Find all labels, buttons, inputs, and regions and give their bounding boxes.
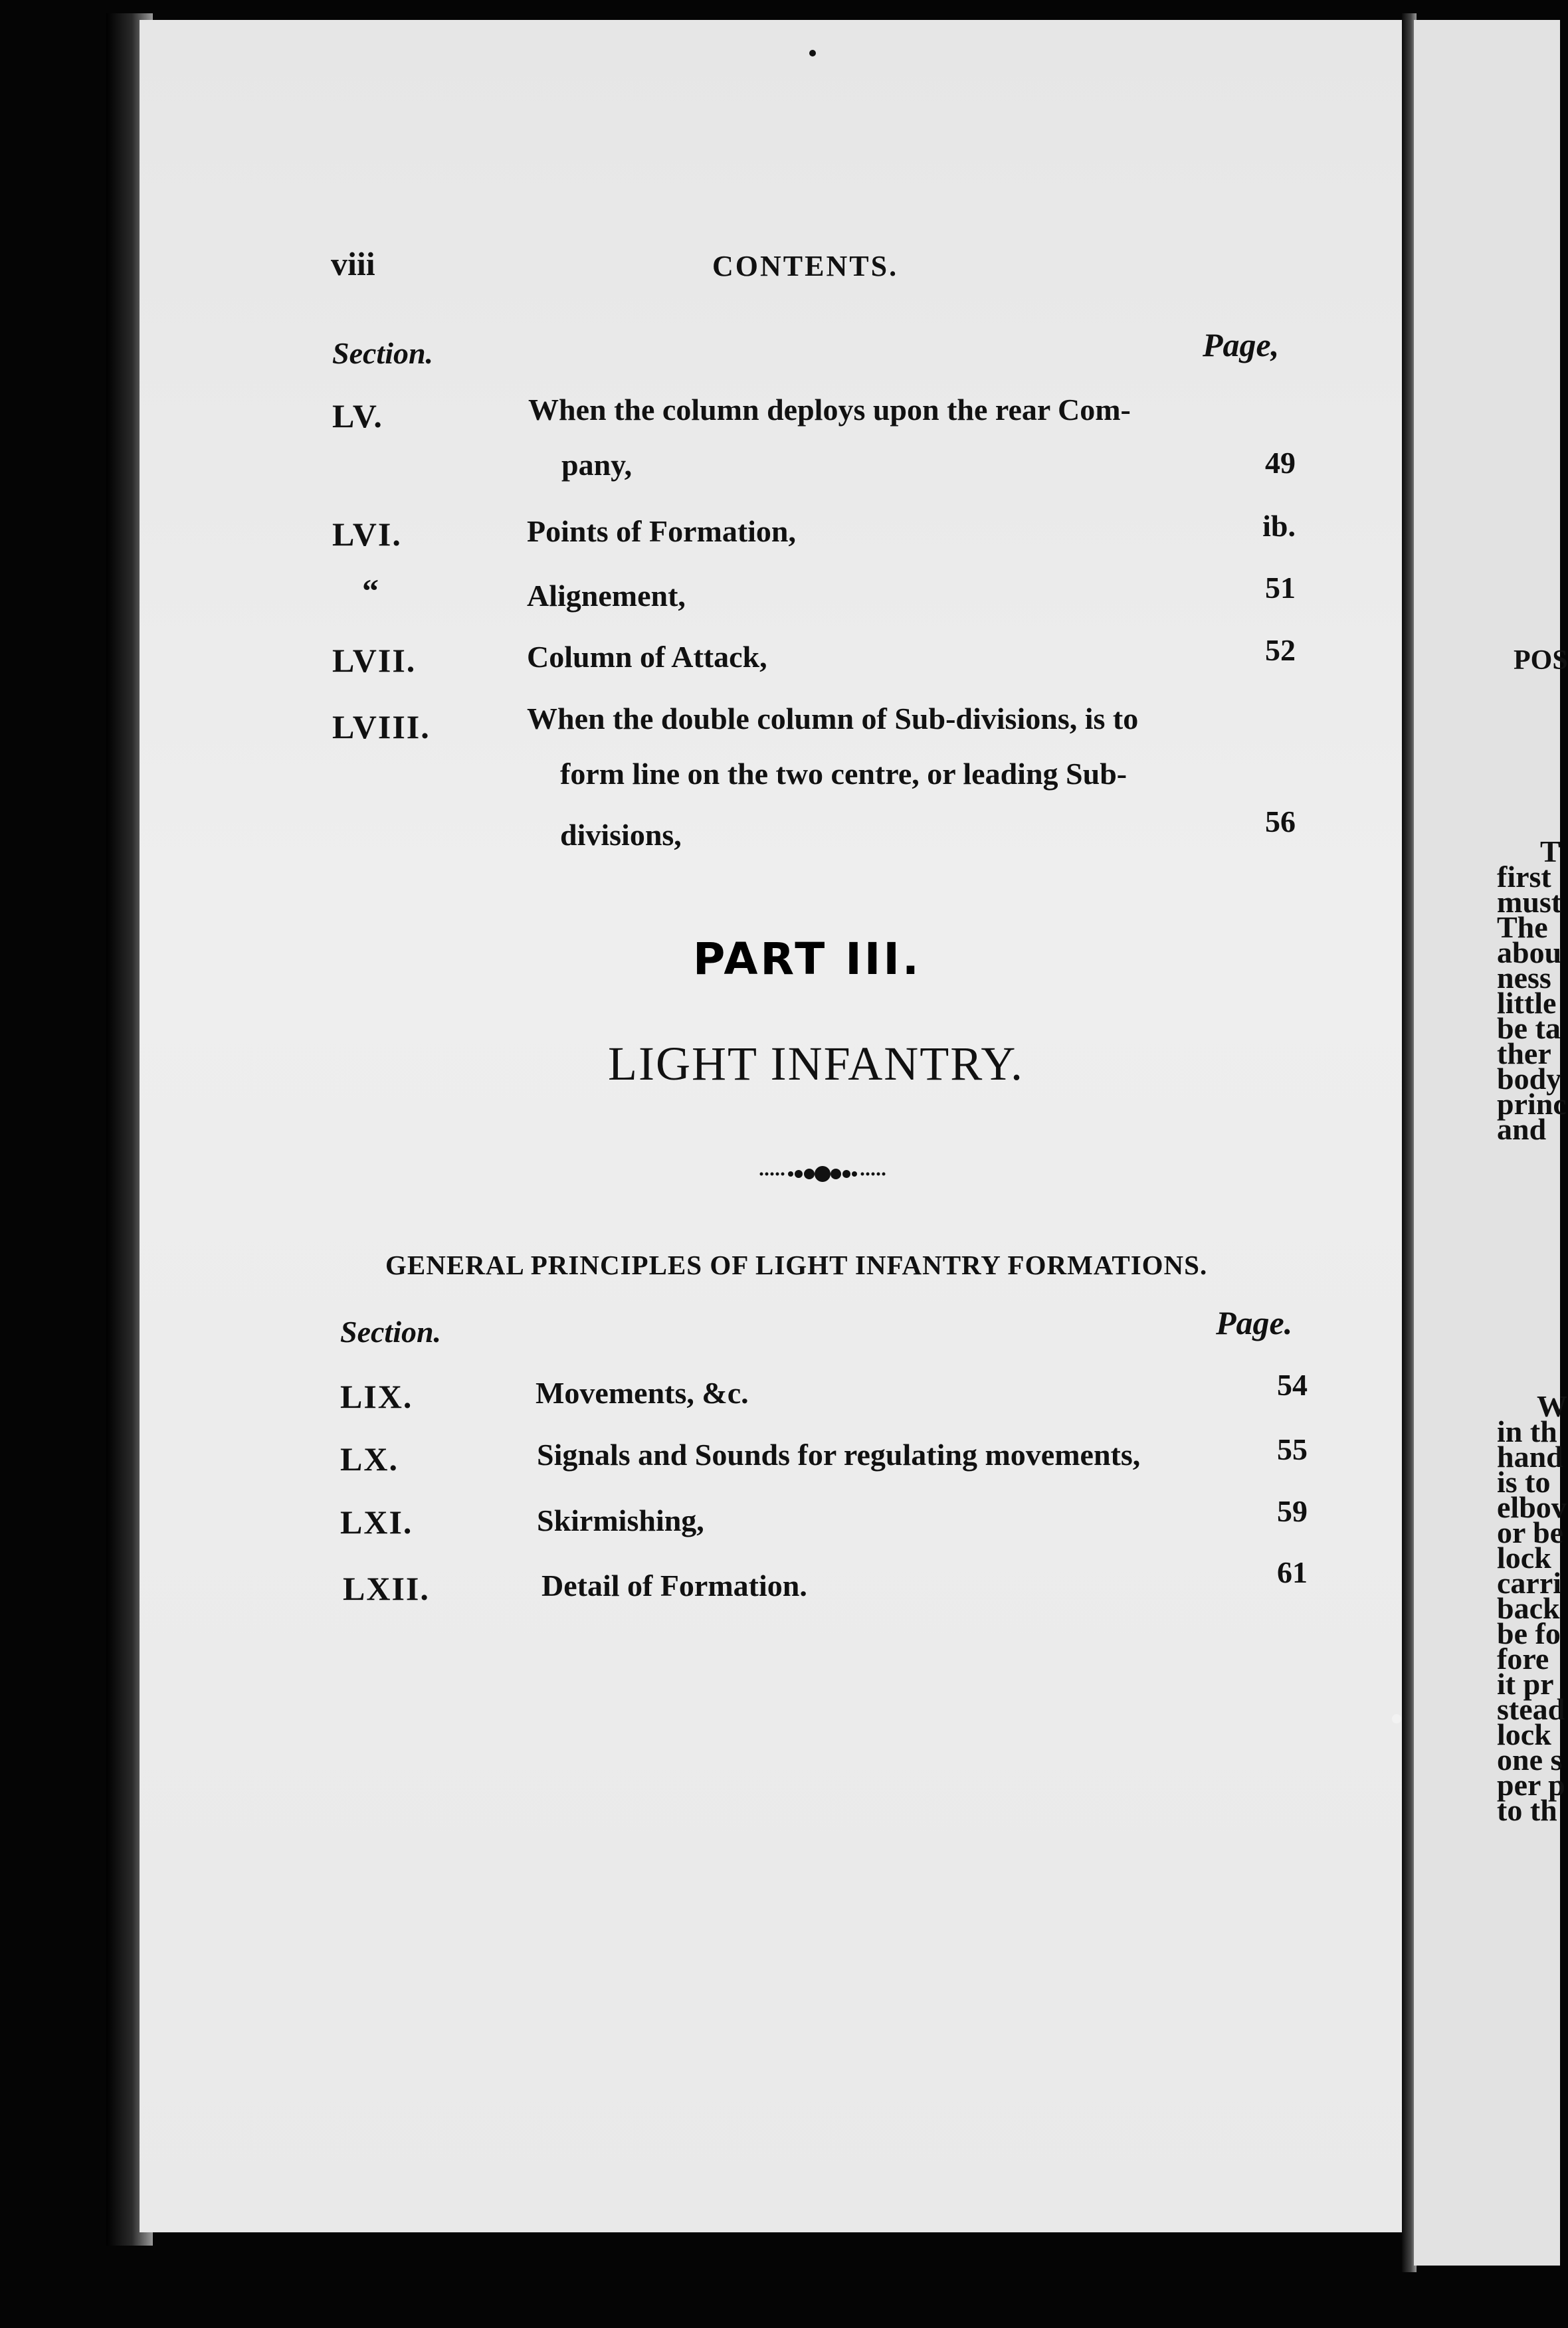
entry-title-line: Points of Formation, bbox=[527, 514, 797, 548]
facing-text-line: back bbox=[1497, 1591, 1560, 1625]
facing-page bbox=[1414, 20, 1568, 2266]
entry-title-line: form line on the two centre, or leading Sub- bbox=[560, 757, 1127, 791]
section-number: LVIII. bbox=[332, 708, 431, 745]
facing-text-line: stead bbox=[1497, 1692, 1565, 1726]
facing-text-line: lock bbox=[1497, 1717, 1551, 1751]
entry-title-line: Alignement, bbox=[527, 579, 686, 613]
facing-text-line: and bbox=[1497, 1112, 1547, 1146]
facing-text-line: princ bbox=[1497, 1087, 1567, 1121]
section-number: LXI. bbox=[340, 1504, 413, 1541]
part-title: PART III. bbox=[693, 933, 922, 985]
entry-page-number: 51 bbox=[1265, 571, 1296, 605]
page-number: viii bbox=[331, 245, 375, 282]
entry-title-line: Skirmishing, bbox=[537, 1504, 704, 1537]
part-subtitle: LIGHT INFANTRY. bbox=[608, 1037, 1025, 1090]
facing-text-line: in th bbox=[1497, 1414, 1557, 1448]
entry-page-number: 61 bbox=[1277, 1555, 1308, 1589]
facing-text-line: is to bbox=[1497, 1465, 1551, 1499]
facing-text-line: first bbox=[1497, 860, 1551, 894]
facing-text-line: abou bbox=[1497, 935, 1562, 969]
facing-text-line: fore bbox=[1497, 1642, 1549, 1676]
section-number: LX. bbox=[340, 1440, 399, 1478]
page-column-header: Page, bbox=[1203, 326, 1280, 363]
facing-text-line: or be bbox=[1497, 1515, 1564, 1549]
facing-text-line: elbov bbox=[1497, 1490, 1567, 1524]
facing-text-line: it pr bbox=[1497, 1667, 1554, 1701]
ditto-mark: “ bbox=[362, 572, 380, 609]
decorative-divider bbox=[757, 1164, 904, 1184]
facing-heading: POS bbox=[1514, 645, 1568, 676]
facing-text-line: to th bbox=[1497, 1793, 1557, 1827]
entry-title-line: When the column deploys upon the rear Com- bbox=[528, 393, 1131, 427]
section-number: LV. bbox=[332, 397, 383, 435]
facing-text-line: ther bbox=[1497, 1036, 1551, 1070]
section-column-header: Section. bbox=[332, 336, 434, 370]
entry-title-line: Signals and Sounds for regulating movements, bbox=[537, 1438, 1141, 1472]
entry-title-line: Movements, &c. bbox=[536, 1376, 749, 1410]
facing-text-line: T bbox=[1540, 834, 1561, 868]
entry-title-line: divisions, bbox=[560, 818, 682, 852]
section-number: LXII. bbox=[343, 1570, 430, 1607]
ink-speck bbox=[1392, 1714, 1401, 1723]
entry-title-line: Column of Attack, bbox=[527, 640, 767, 674]
entry-title-line: pany, bbox=[561, 448, 633, 482]
section-number: LVII. bbox=[332, 642, 417, 679]
facing-text-line: little bbox=[1497, 986, 1557, 1020]
entry-page-number: 56 bbox=[1265, 805, 1296, 838]
section-number: LVI. bbox=[332, 516, 402, 553]
entry-title-line: Detail of Formation. bbox=[541, 1569, 807, 1602]
facing-text-line: The bbox=[1497, 910, 1548, 944]
ornament-icon bbox=[757, 1164, 904, 1184]
facing-text-line: W bbox=[1537, 1389, 1567, 1423]
page-title: CONTENTS. bbox=[712, 250, 899, 282]
page-column-header: Page. bbox=[1216, 1304, 1293, 1341]
facing-text-line: ness bbox=[1497, 961, 1551, 995]
entry-page-number: 55 bbox=[1277, 1432, 1308, 1466]
facing-text-line: must bbox=[1497, 885, 1562, 919]
entry-page-number: 49 bbox=[1265, 446, 1296, 480]
facing-text-line: body bbox=[1497, 1062, 1562, 1096]
entry-page-number: 59 bbox=[1277, 1494, 1308, 1528]
facing-text-line: per p bbox=[1497, 1768, 1565, 1802]
facing-text-line: one s bbox=[1497, 1743, 1563, 1777]
facing-text-line: be fo bbox=[1497, 1616, 1561, 1650]
entry-page-number: 54 bbox=[1277, 1368, 1308, 1402]
facing-text-line: be ta bbox=[1497, 1011, 1561, 1045]
facing-text-line: carri bbox=[1497, 1566, 1562, 1600]
facing-text-line: hand bbox=[1497, 1440, 1563, 1474]
facing-text-line: lock bbox=[1497, 1541, 1551, 1575]
entry-page-number: 52 bbox=[1265, 633, 1296, 667]
section-column-header: Section. bbox=[340, 1315, 442, 1349]
section-heading: GENERAL PRINCIPLES OF LIGHT INFANTRY FORMATIONS. bbox=[385, 1250, 1208, 1280]
entry-title-line: When the double column of Sub-divisions, is to bbox=[527, 702, 1139, 735]
section-number: LIX. bbox=[340, 1378, 413, 1415]
ink-speck bbox=[809, 50, 816, 56]
entry-page-number: ib. bbox=[1262, 509, 1296, 543]
